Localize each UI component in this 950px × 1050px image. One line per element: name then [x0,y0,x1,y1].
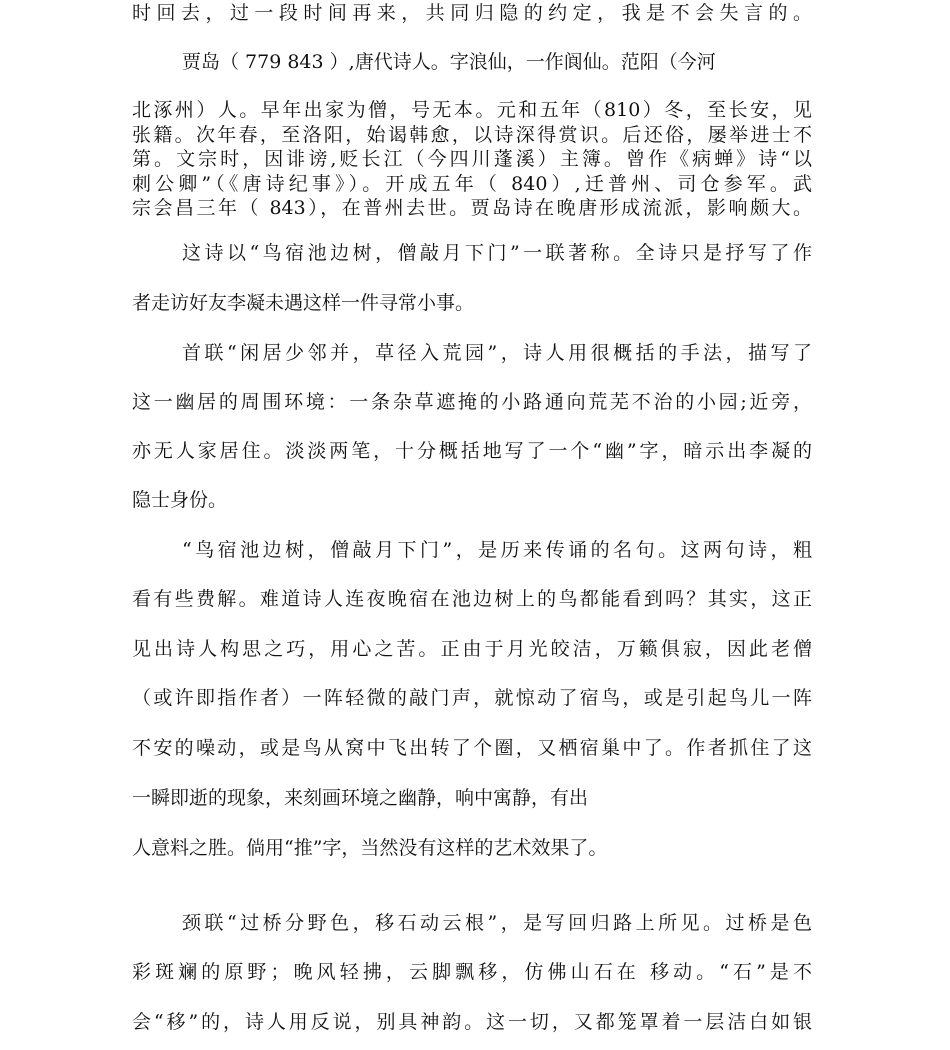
paragraph-first-line: 颈联“过桥分野色，移石动云根”，是写回归路上所见。过桥是色 [182,912,812,934]
text-line: 人意料之胜。倘用“推”字，当然没有这样的艺术效果了。 [132,837,608,859]
text-line: 第。文宗时，因诽谤,贬长江（今四川蓬溪）主簿。曾作《病蝉》诗“以 [132,148,812,170]
text-line: 隐士身份。 [132,489,228,511]
text-line: 刺公卿”（《唐诗纪事》）。开成五年（ 840）,迁普州、司仓参军。武 [132,173,812,195]
paragraph-first-line: 首联“闲居少邻并，草径入荒园”，诗人用很概括的手法，描写了 [182,342,812,364]
text-line: 看有些费解。难道诗人连夜晚宿在池边树上的鸟都能看到吗？其实，这正 [132,588,812,610]
text-line: 彩斑斓的原野；晚风轻拂，云脚飘移，仿佛山石在 移动。“石”是不 [132,961,812,983]
text-line: 见出诗人构思之巧，用心之苦。正由于月光皎洁，万籁俱寂，因此老僧 [132,638,812,660]
paragraph-first-line: “鸟宿池边树，僧敲月下门”，是历来传诵的名句。这两句诗，粗 [182,539,812,561]
text-line: 不安的噪动，或是鸟从窝中飞出转了个圈，又栖宿巢中了。作者抓住了这 [132,737,812,759]
text-line: 这一幽居的周围环境：一条杂草遮掩的小路通向荒芜不治的小园;近旁， [132,391,812,413]
text-line: 会“移”的，诗人用反说，别具神韵。这一切，又都笼罩着一层洁白如银 [132,1011,812,1033]
text-line: 张籍。次年春，至洛阳，始谒韩愈，以诗深得赏识。后还俗，屡举进士不 [132,124,812,146]
text-line: 亦无人家居住。淡淡两笔，十分概括地写了一个“幽”字，暗示出李凝的 [132,440,812,462]
paragraph-first-line: 贾岛（ 779 843 ）,唐代诗人。字浪仙，一作阆仙。范阳（今河 [182,51,716,73]
text-line: 宗会昌三年（ 843），在普州去世。贾岛诗在晚唐形成流派，影响颇大。 [132,197,812,219]
text-line: 北涿州）人。早年出家为僧，号无本。元和五年（810）冬，至长安，见 [132,99,812,121]
paragraph-first-line: 这诗以“鸟宿池边树，僧敲月下门”一联著称。全诗只是抒写了作 [182,242,812,264]
text-line: （或许即指作者）一阵轻微的敲门声，就惊动了宿鸟，或是引起鸟儿一阵 [132,687,812,709]
text-line: 时回去，过一段时间再来，共同归隐的约定，我是不会失言的。 [132,2,812,24]
text-line: 一瞬即逝的现象，来刻画环境之幽静，响中寓静，有出 [132,787,589,809]
text-line: 者走访好友李凝未遇这样一件寻常小事。 [132,292,475,314]
